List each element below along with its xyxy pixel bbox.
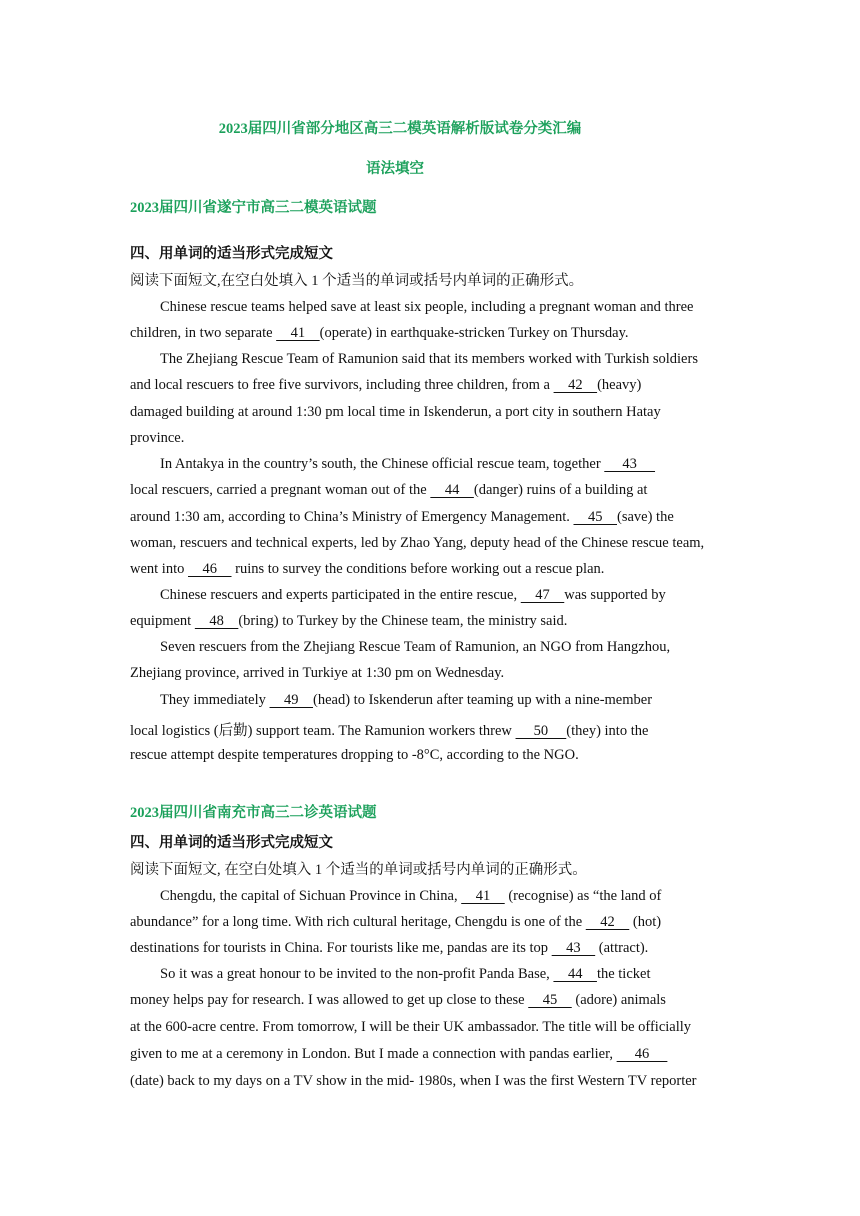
passage-line — [130, 992, 740, 1009]
passage-text: (bring) to Turkey by the Chinese team, the ministry said. — [238, 613, 568, 629]
passage-text: Zhejiang province, arrived in Turkiye at 1:30 pm on Wednesday. — [130, 665, 505, 681]
section1-part-heading: 四、用单词的适当形式完成短文 — [130, 246, 333, 262]
passage-text: Chengdu, the capital of Sichuan Province in China, — [160, 888, 462, 904]
passage-text: around 1:30 am, according to China’s Ministry of Emergency Management. — [130, 509, 574, 525]
passage-text: (save) the — [617, 509, 674, 525]
passage-text: (head) to Iskenderun after teaming up with a nine-member — [313, 692, 653, 708]
passage-text: (they) into the — [566, 723, 649, 739]
passage-text: money helps pay for research. I was allowed to get up close to these — [130, 992, 529, 1008]
answer-blank: 42 — [553, 377, 598, 393]
passage-text: rescue attempt despite temperatures dropping to -8°C, according to the NGO. — [130, 747, 579, 763]
answer-blank: 49 — [269, 692, 314, 708]
answer-blank: 48 — [194, 613, 239, 629]
passage-line — [130, 1046, 740, 1063]
passage-line — [130, 719, 740, 740]
passage-text: Seven rescuers from the Zhejiang Rescue Team of Ramunion, an NGO from Hangzhou, — [160, 639, 671, 655]
passage-text: Chinese rescue teams helped save at least six people, including a pregnant woman and three — [160, 299, 694, 315]
section2-part-heading: 四、用单词的适当形式完成短文 — [130, 835, 333, 851]
answer-blank: 42 — [585, 914, 630, 930]
passage-line — [130, 1073, 740, 1090]
passage-text: They immediately — [160, 692, 270, 708]
answer-blank: 46 — [188, 561, 232, 577]
passage-line — [130, 404, 740, 421]
passage-text: (operate) in earthquake-stricken Turkey on Thursday. — [319, 325, 629, 341]
passage-text: Chinese rescuers and experts participated in the entire rescue, — [160, 587, 521, 603]
passage-text: The Zhejiang Rescue Team of Ramunion said that its members worked with Turkish soldiers — [160, 351, 698, 367]
answer-blank: 44 — [430, 482, 474, 498]
passage-line — [130, 747, 740, 764]
section1-heading: 2023届四川省遂宁市高三二模英语试题 — [130, 200, 377, 216]
passage-line — [130, 966, 740, 983]
passage-line — [130, 914, 740, 931]
passage-text: (recognise) as “the land of — [504, 888, 662, 904]
passage-text: abundance” for a long time. With rich cultural heritage, Chengdu is one of the — [130, 914, 586, 930]
passage-line — [130, 325, 740, 342]
passage-text: equipment — [130, 613, 195, 629]
answer-blank: 43 — [551, 940, 596, 956]
passage-text: given to me at a ceremony in London. But I made a connection with pandas earlier, — [130, 1046, 617, 1062]
passage-line — [130, 482, 740, 499]
passage-line — [130, 639, 740, 656]
answer-blank: 46 — [616, 1046, 668, 1062]
passage-text: (danger) ruins of a building at — [473, 482, 648, 498]
passage-text: (attract). — [595, 940, 649, 956]
section2-instruction: 阅读下面短文, 在空白处填入 1 个适当的单词或括号内单词的正确形式。 — [130, 862, 587, 878]
document-subtitle: 语法填空 — [366, 161, 424, 177]
passage-text: the ticket — [596, 966, 651, 982]
section1-instruction: 阅读下面短文,在空白处填入 1 个适当的单词或括号内单词的正确形式。 — [130, 273, 584, 289]
passage-line — [130, 430, 740, 447]
passage-text: and local rescuers to free five survivors, including three children, from a — [130, 377, 554, 393]
passage-line — [130, 299, 740, 316]
passage-line — [130, 509, 740, 526]
passage-line — [130, 940, 740, 957]
passage-line — [130, 888, 740, 905]
answer-blank: 43 — [604, 456, 656, 472]
passage-text: was supported by — [564, 587, 666, 603]
passage-line — [130, 456, 740, 473]
passage-text: destinations for tourists in China. For tourists like me, pandas are its top — [130, 940, 552, 956]
answer-blank: 41 — [276, 325, 320, 341]
passage-line — [130, 1019, 740, 1036]
passage-line — [130, 692, 740, 709]
passage-text: (date) back to my days on a TV show in the mid- 1980s, when I was the first Western TV reporter — [130, 1073, 697, 1089]
passage-text: children, in two separate — [130, 325, 277, 341]
document-title: 2023届四川省部分地区高三二模英语解析版试卷分类汇编 — [218, 121, 582, 137]
passage-line — [130, 561, 740, 578]
passage-text: ruins to survey the conditions before working out a rescue plan. — [231, 561, 605, 577]
passage-line — [130, 377, 740, 394]
passage-line — [130, 587, 740, 604]
answer-blank: 47 — [520, 587, 565, 603]
passage-text: went into — [130, 561, 188, 577]
passage-text: (heavy) — [597, 377, 642, 393]
passage-text: at the 600-acre centre. From tomorrow, I will be their UK ambassador. The title will be officially — [130, 1019, 692, 1035]
passage-text: province. — [130, 430, 185, 446]
passage-text: local rescuers, carried a pregnant woman out of the — [130, 482, 431, 498]
answer-blank: 45 — [528, 992, 572, 1008]
passage-text: damaged building at around 1:30 pm local time in Iskenderun, a port city in southern Hatay — [130, 404, 661, 420]
passage-line — [130, 665, 740, 682]
passage-line — [130, 351, 740, 368]
passage-text: (hot) — [629, 914, 662, 930]
passage-line — [130, 613, 740, 630]
passage-text: local logistics (后勤) support team. The Ramunion workers threw — [130, 723, 516, 739]
answer-blank: 50 — [515, 723, 567, 739]
section2-heading: 2023届四川省南充市高三二诊英语试题 — [130, 805, 377, 821]
passage-text: So it was a great honour to be invited to the non-profit Panda Base, — [160, 966, 554, 982]
passage-text: In Antakya in the country’s south, the Chinese official rescue team, together — [160, 456, 605, 472]
answer-blank: 44 — [553, 966, 597, 982]
passage-line — [130, 535, 740, 552]
answer-blank: 45 — [573, 509, 617, 525]
answer-blank: 41 — [461, 888, 505, 904]
passage-text: (adore) animals — [571, 992, 666, 1008]
passage-text: woman, rescuers and technical experts, led by Zhao Yang, deputy head of the Chinese rescue team, — [130, 535, 705, 551]
